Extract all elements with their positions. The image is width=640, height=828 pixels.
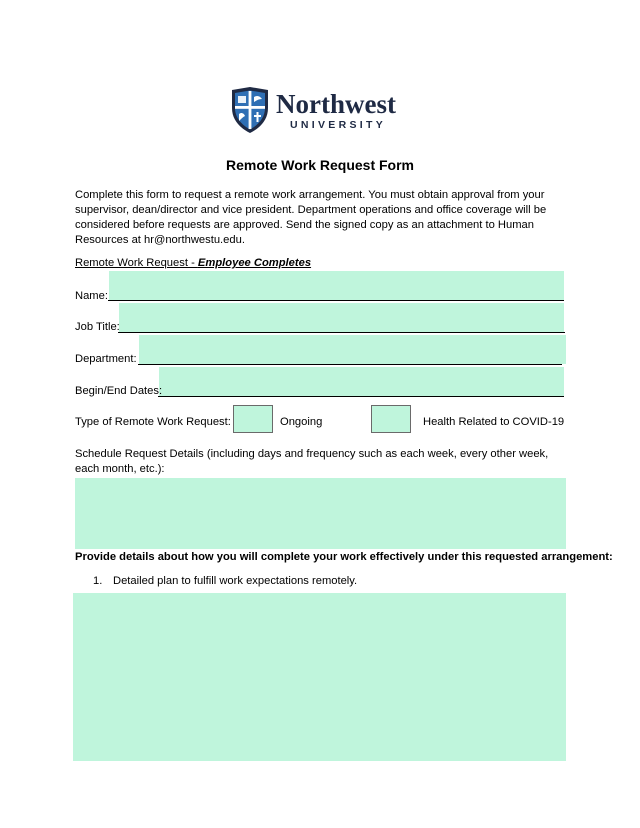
job-title-field[interactable] — [119, 303, 564, 332]
schedule-label: Schedule Request Details (including days and frequency such as each week, every other week, each month, etc.): — [75, 448, 549, 475]
ongoing-label: Ongoing — [280, 416, 323, 428]
request-type-label: Type of Remote Work Request: — [75, 416, 231, 428]
ongoing-checkbox[interactable] — [233, 405, 273, 433]
dates-field[interactable] — [159, 367, 564, 396]
logo-subtitle: UNIVERSITY — [290, 119, 387, 131]
department-underline — [138, 364, 562, 365]
name-underline — [108, 300, 564, 301]
section-heading-emphasis: Employee Completes — [197, 257, 312, 269]
section-heading-prefix: Remote Work Request - — [75, 257, 198, 269]
details-heading: Provide details about how you will complete your work effectively under this requested arrangement: — [75, 551, 613, 563]
list-item-number: 1. — [93, 575, 103, 587]
name-label: Name: — [75, 290, 108, 302]
dates-label: Begin/End Dates: — [75, 385, 163, 397]
form-title: Remote Work Request Form — [226, 157, 414, 173]
job-title-underline — [118, 332, 565, 333]
job-title-label: Job Title: — [75, 321, 120, 333]
schedule-details-field[interactable] — [75, 478, 566, 549]
dates-underline — [158, 396, 564, 397]
name-field[interactable] — [109, 271, 564, 300]
covid-checkbox[interactable] — [371, 405, 411, 433]
department-label: Department: — [75, 353, 137, 365]
section-heading — [75, 257, 311, 269]
intro-paragraph: Complete this form to request a remote work arrangement. You must obtain approval from your supervisor, dean/director and vice president. Department operations and office coverage will be considered before requests are approved. Send the signed copy as an attachment to Human Resources at hr@northwestu.edu. — [75, 189, 547, 246]
logo-wordmark: Northwest — [276, 89, 396, 119]
work-plan-field[interactable] — [73, 593, 566, 761]
department-field[interactable] — [139, 335, 566, 364]
covid-label: Health Related to COVID-19 — [423, 416, 565, 428]
university-logo — [230, 86, 406, 136]
shield-crest-icon — [230, 86, 270, 134]
list-item-text: Detailed plan to fulfill work expectations remotely. — [113, 575, 358, 587]
list-item — [93, 575, 357, 587]
